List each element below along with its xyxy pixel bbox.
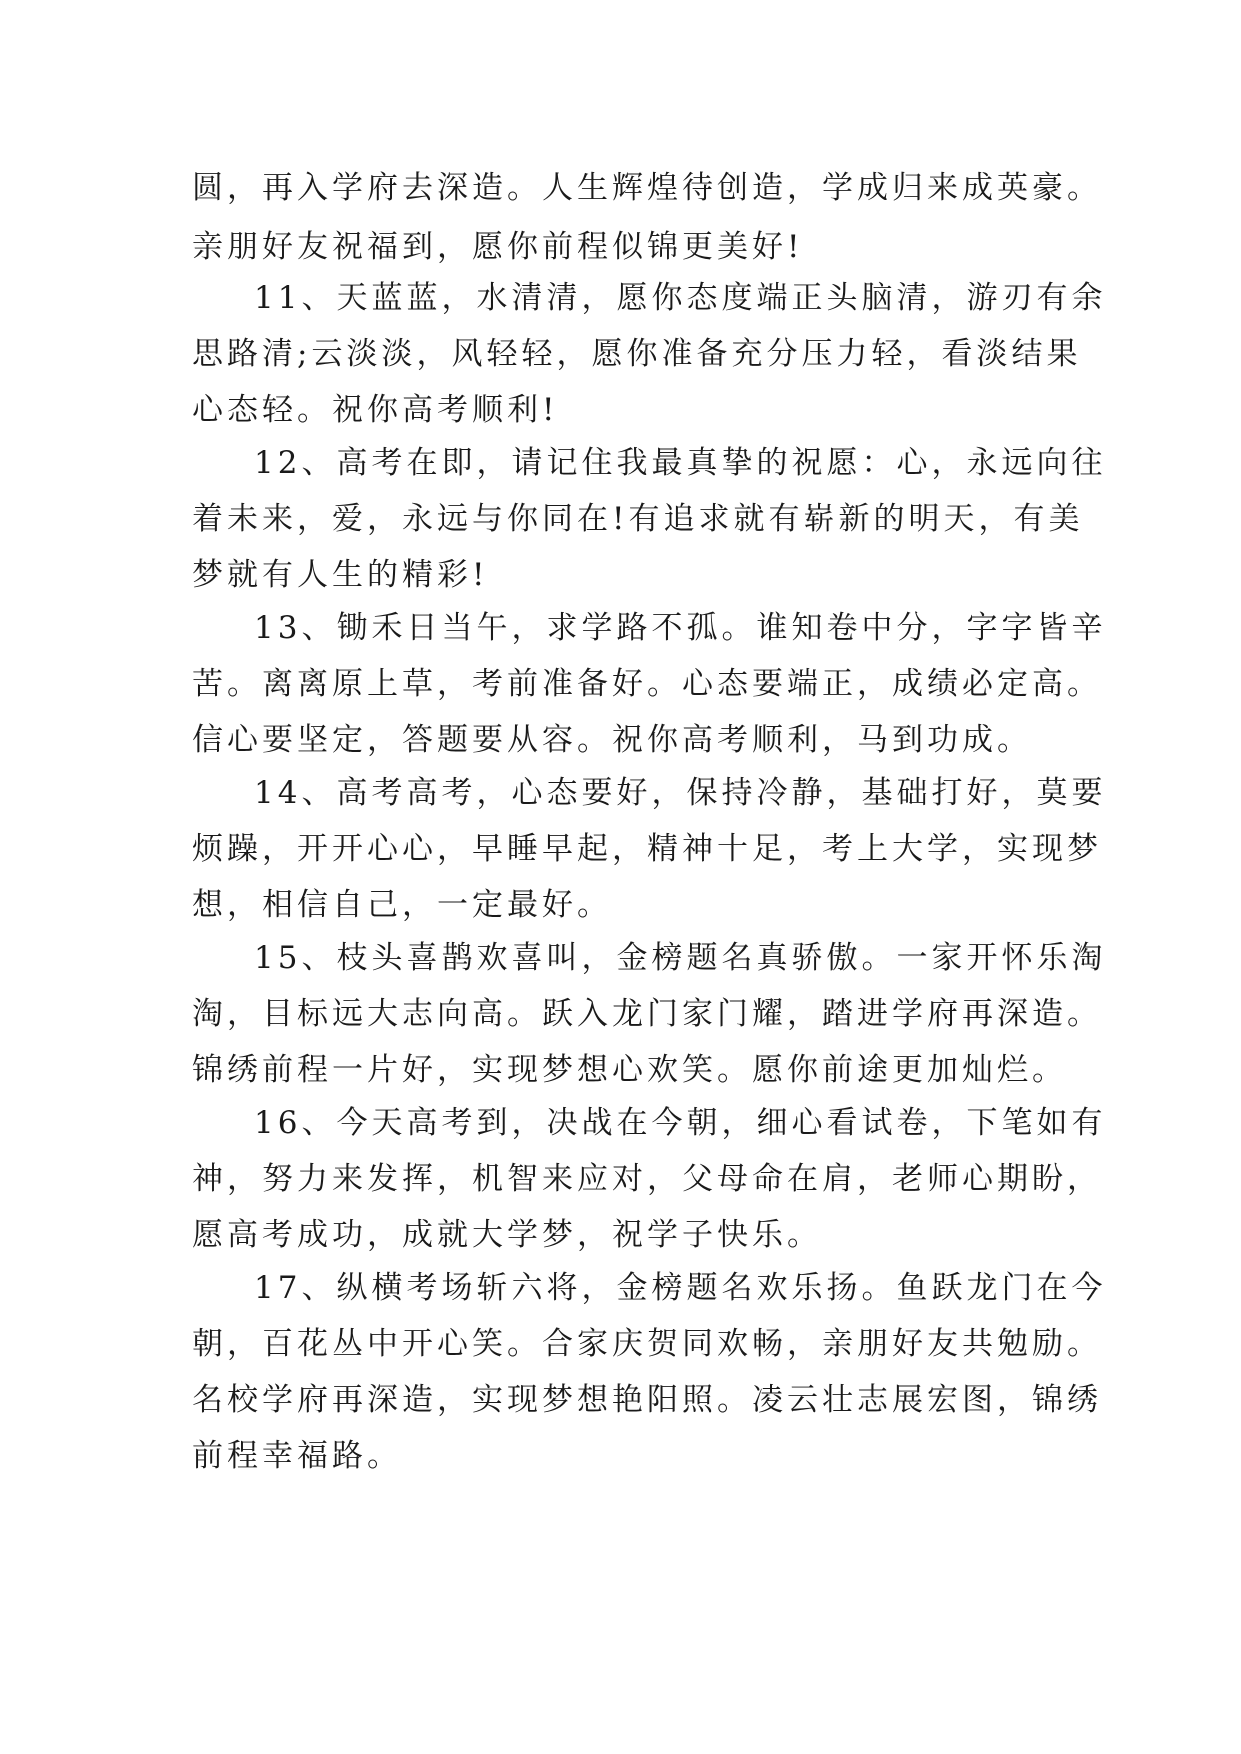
- paragraph-16-line: 16、今天高考到，决战在今朝，细心看试卷，下笔如有: [254, 1105, 1107, 1141]
- text-line: 烦躁，开开心心，早睡早起，精神十足，考上大学，实现梦: [192, 831, 1102, 867]
- paragraph-15-line: 15、枝头喜鹊欢喜叫，金榜题名真骄傲。一家开怀乐淘: [254, 940, 1107, 976]
- paragraph-11-line: 11、天蓝蓝，水清清，愿你态度端正头脑清，游刃有余: [254, 280, 1107, 316]
- text-line: 神，努力来发挥，机智来应对，父母命在肩，老师心期盼，: [192, 1161, 1102, 1197]
- text-line: 梦就有人生的精彩!: [192, 557, 489, 593]
- text-line: 名校学府再深造，实现梦想艳阳照。凌云壮志展宏图，锦绣: [192, 1382, 1102, 1418]
- text-line: 圆，再入学府去深造。人生辉煌待创造，学成归来成英豪。: [192, 170, 1102, 206]
- text-line: 着未来，爱，永远与你同在!有追求就有崭新的明天，有美: [192, 501, 1084, 537]
- text-line: 苦。离离原上草，考前准备好。心态要端正，成绩必定高。: [192, 666, 1102, 702]
- text-line: 心态轻。祝你高考顺利!: [192, 392, 559, 428]
- paragraph-17-line: 17、纵横考场斩六将，金榜题名欢乐扬。鱼跃龙门在今: [254, 1270, 1107, 1306]
- text-line: 愿高考成功，成就大学梦，祝学子快乐。: [192, 1217, 822, 1253]
- paragraph-12-line: 12、高考在即，请记住我最真挚的祝愿：心，永远向往: [254, 445, 1107, 481]
- paragraph-14-line: 14、高考高考，心态要好，保持冷静，基础打好，莫要: [254, 775, 1107, 811]
- text-line: 朝，百花丛中开心笑。合家庆贺同欢畅，亲朋好友共勉励。: [192, 1326, 1102, 1362]
- text-line: 锦绣前程一片好，实现梦想心欢笑。愿你前途更加灿烂。: [192, 1052, 1067, 1088]
- document-body: [192, 158, 1107, 1486]
- text-line: 前程幸福路。: [192, 1438, 402, 1474]
- text-line: 思路清;云淡淡，风轻轻，愿你准备充分压力轻，看淡结果: [192, 336, 1082, 372]
- text-line: 淘，目标远大志向高。跃入龙门家门耀，踏进学府再深造。: [192, 996, 1102, 1032]
- text-line: 想，相信自己，一定最好。: [192, 887, 612, 923]
- text-line: 亲朋好友祝福到，愿你前程似锦更美好!: [192, 229, 804, 265]
- text-line: 信心要坚定，答题要从容。祝你高考顺利，马到功成。: [192, 722, 1032, 758]
- paragraph-13-line: 13、锄禾日当午，求学路不孤。谁知卷中分，字字皆辛: [254, 610, 1107, 646]
